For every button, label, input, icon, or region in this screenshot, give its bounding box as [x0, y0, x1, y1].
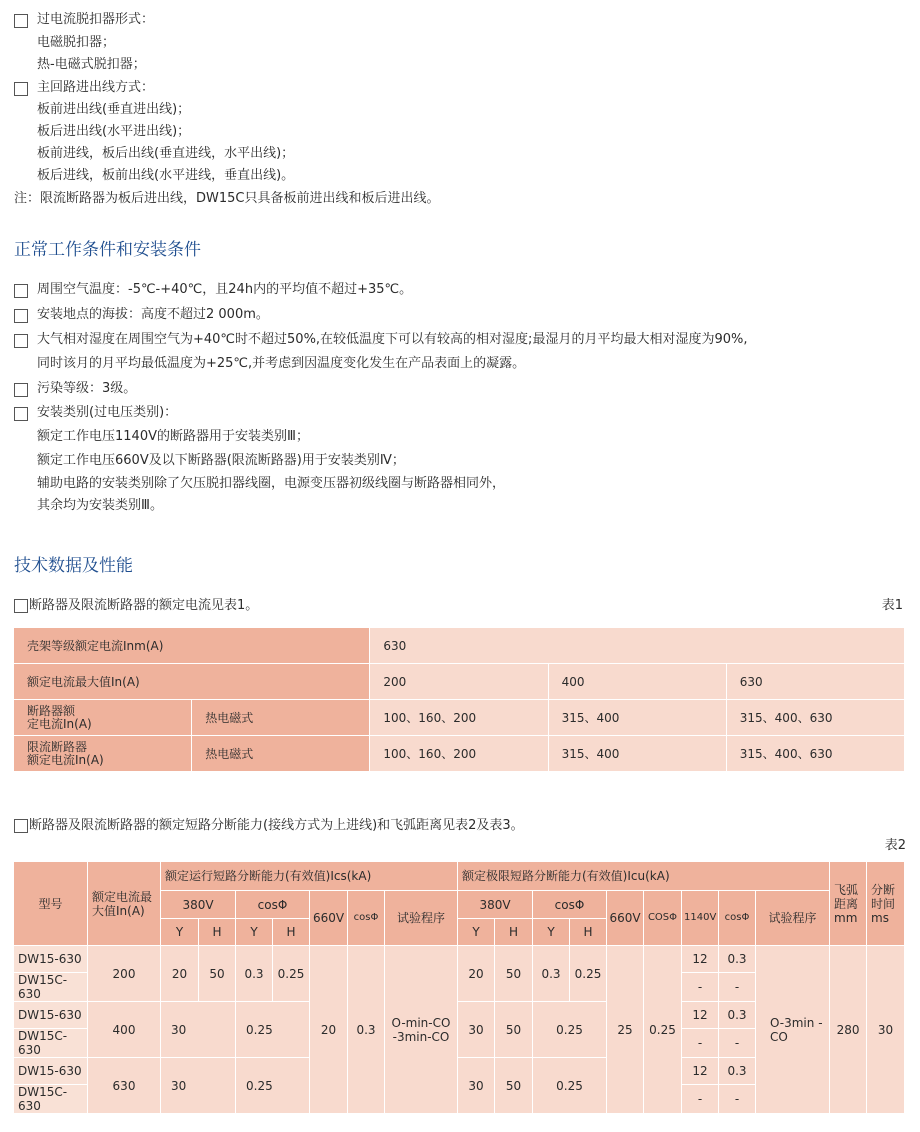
table-row: [14, 946, 904, 972]
table-row: [14, 736, 904, 771]
table-cell: 0.3: [719, 946, 755, 972]
table-cell: 12: [682, 1002, 718, 1028]
table-cell: 200: [88, 946, 160, 1001]
table-cell: 630: [88, 1058, 160, 1113]
model-cell: DW15-630: [14, 946, 87, 972]
table-cell: 50: [495, 1058, 532, 1113]
model-cell: DW15C-630: [14, 1029, 87, 1057]
table-cell: 100、160、200: [370, 700, 547, 735]
table-cell: 400: [88, 1002, 160, 1057]
table-cell: 热电磁式: [192, 736, 369, 771]
list-item: 过电流脱扣器形式：: [37, 12, 155, 27]
table-cell: 20: [161, 946, 198, 1001]
table-cell: 50: [495, 1002, 532, 1057]
table-cell: -: [719, 1029, 755, 1057]
wiring-note: 注：限流断路器为板后进出线，DW15C只具备板前进出线和板后进出线。: [14, 191, 440, 206]
table-cell: 0.25: [273, 946, 309, 1001]
table-header-row: [14, 862, 904, 890]
list-item: 板后进线，板前出线(水平进线，垂直出线)。: [37, 168, 295, 183]
table-cell: 12: [682, 1058, 718, 1084]
table-cell: O-min-CO -3min-CO: [385, 946, 457, 1113]
table-cell: -: [682, 973, 718, 1001]
checkbox-icon: [14, 383, 28, 397]
checkbox-icon: [14, 819, 28, 833]
table-cell: 断路器额 定电流In(A): [14, 700, 191, 735]
table-cell: -: [682, 1085, 718, 1113]
header-cell: cosΦ: [348, 891, 384, 945]
header-cell: 额定极限短路分断能力(有效值)Icu(kA): [458, 862, 829, 890]
list-item: 安装地点的海拔：高度不超过2 000m。: [37, 307, 269, 322]
table-cell: 30: [161, 1058, 235, 1113]
table-cell: 0.3: [719, 1058, 755, 1084]
list-item: 热-电磁式脱扣器；: [37, 57, 146, 72]
table-cell: 30: [458, 1002, 494, 1057]
table-cell: 50: [199, 946, 235, 1001]
header-cell: 飞弧距离mm: [830, 862, 866, 945]
header-cell: 660V: [607, 891, 643, 945]
header-cell: cosΦ: [719, 891, 755, 945]
list-item: 大气相对湿度在周围空气为+40℃时不超过50%,在较低温度下可以有较高的相对湿度;最湿月的月平均最大相对湿度为90%,: [37, 332, 748, 347]
table-cell: 额定电流最大值In(A): [14, 664, 369, 699]
list-item: 板前进出线(垂直进出线)；: [37, 102, 191, 117]
header-cell: Y: [236, 919, 272, 945]
list-item: 额定工作电压660V及以下断路器(限流断路器)用于安装类别Ⅳ；: [37, 453, 405, 468]
header-cell: 380V: [161, 891, 235, 918]
table-cell: 0.25: [570, 946, 606, 1001]
table-cell: 50: [495, 946, 532, 1001]
list-item: 辅助电路的安装类别除了欠压脱扣器线圈，电源变压器初级线圈与断路器相同外，: [37, 476, 506, 491]
header-cell: 试验程序: [385, 891, 457, 945]
table-cell: 热电磁式: [192, 700, 369, 735]
table-cell: 0.25: [236, 1002, 309, 1057]
table-cell: 30: [458, 1058, 494, 1113]
table-cell: -: [719, 973, 755, 1001]
table2-label: 表2: [884, 838, 906, 853]
checkbox-icon: [14, 82, 28, 96]
table-cell: 0.3: [236, 946, 272, 1001]
list-item: 同时该月的月平均最低温度为+25℃,并考虑到因温度变化发生在产品表面上的凝露。: [37, 356, 526, 371]
table-cell: 315、400、630: [727, 700, 904, 735]
header-cell: COSΦ: [644, 891, 681, 945]
table-cell: 0.3: [719, 1002, 755, 1028]
list-item: 污染等级：3级。: [37, 381, 137, 396]
header-cell: H: [570, 919, 606, 945]
table-row: [14, 628, 904, 663]
rated-current-table: [13, 627, 905, 772]
table-cell: 0.3: [533, 946, 569, 1001]
list-item: 安装类别(过电压类别)：: [37, 405, 178, 420]
table-cell: -: [719, 1085, 755, 1113]
header-cell: 1140V: [682, 891, 718, 945]
table-cell: O-3min -CO: [756, 946, 829, 1113]
breaking-capacity-table: [13, 861, 905, 1114]
header-cell: H: [199, 919, 235, 945]
table-cell: 0.25: [644, 946, 681, 1113]
table-cell: 315、400、630: [727, 736, 904, 771]
checkbox-icon: [14, 334, 28, 348]
header-cell: 额定电流最大值In(A): [88, 862, 160, 945]
table-row: [14, 700, 904, 735]
model-cell: DW15C-630: [14, 973, 87, 1001]
list-item: 电磁脱扣器；: [37, 35, 116, 50]
table-cell: 25: [607, 946, 643, 1113]
table2-caption: 断路器及限流断路器的额定短路分断能力(接线方式为上进线)和飞弧距离见表2及表3。: [29, 818, 524, 833]
list-item: 板前进线，板后出线(垂直进线，水平出线)；: [37, 146, 295, 161]
tech-data-heading: 技术数据及性能: [14, 556, 133, 576]
table-row: [14, 664, 904, 699]
list-item: 额定工作电压1140V的断路器用于安装类别Ⅲ；: [37, 429, 309, 444]
list-item: 主回路进出线方式：: [37, 80, 155, 95]
header-cell: 试验程序: [756, 891, 829, 945]
header-cell: H: [273, 919, 309, 945]
header-cell: H: [495, 919, 532, 945]
table-cell: 400: [549, 664, 726, 699]
table-cell: 30: [161, 1002, 235, 1057]
table-cell: 200: [370, 664, 547, 699]
header-cell: Y: [458, 919, 494, 945]
table-cell: 0.25: [533, 1058, 606, 1113]
header-cell: Y: [161, 919, 198, 945]
header-cell: cosΦ: [236, 891, 309, 918]
checkbox-icon: [14, 284, 28, 298]
header-cell: 660V: [310, 891, 347, 945]
table-cell: 315、400: [549, 736, 726, 771]
table-cell: 0.25: [236, 1058, 309, 1113]
table-cell: 壳架等级额定电流Inm(A): [14, 628, 369, 663]
table-cell: 0.25: [533, 1002, 606, 1057]
model-cell: DW15-630: [14, 1002, 87, 1028]
table-cell: 0.3: [348, 946, 384, 1113]
header-cell: 380V: [458, 891, 532, 918]
table-cell: 12: [682, 946, 718, 972]
checkbox-icon: [14, 14, 28, 28]
table-cell: 20: [310, 946, 347, 1113]
model-cell: DW15C-630: [14, 1085, 87, 1113]
table-cell: 280: [830, 946, 866, 1113]
table1-label: 表1: [881, 598, 903, 613]
header-cell: cosΦ: [533, 891, 606, 918]
header-cell: 分断时间ms: [867, 862, 904, 945]
header-cell: Y: [533, 919, 569, 945]
conditions-heading: 正常工作条件和安装条件: [14, 240, 201, 260]
checkbox-icon: [14, 407, 28, 421]
list-item: 板后进出线(水平进出线)；: [37, 124, 191, 139]
table-cell: 20: [458, 946, 494, 1001]
checkbox-icon: [14, 599, 28, 613]
table-cell: 30: [867, 946, 904, 1113]
table1-caption: 断路器及限流断路器的额定电流见表1。: [29, 598, 259, 613]
model-cell: DW15-630: [14, 1058, 87, 1084]
table-cell: -: [682, 1029, 718, 1057]
header-cell: 型号: [14, 862, 87, 945]
table-cell: 630: [727, 664, 904, 699]
table-cell: 630: [370, 628, 904, 663]
list-item: 周围空气温度：-5℃-+40℃，且24h内的平均值不超过+35℃。: [37, 282, 413, 297]
table-cell: 100、160、200: [370, 736, 547, 771]
header-cell: 额定运行短路分断能力(有效值)Ics(kA): [161, 862, 457, 890]
table-cell: 315、400: [549, 700, 726, 735]
checkbox-icon: [14, 309, 28, 323]
list-item: 其余均为安装类别Ⅲ。: [37, 498, 163, 513]
table-cell: 限流断路器 额定电流In(A): [14, 736, 191, 771]
